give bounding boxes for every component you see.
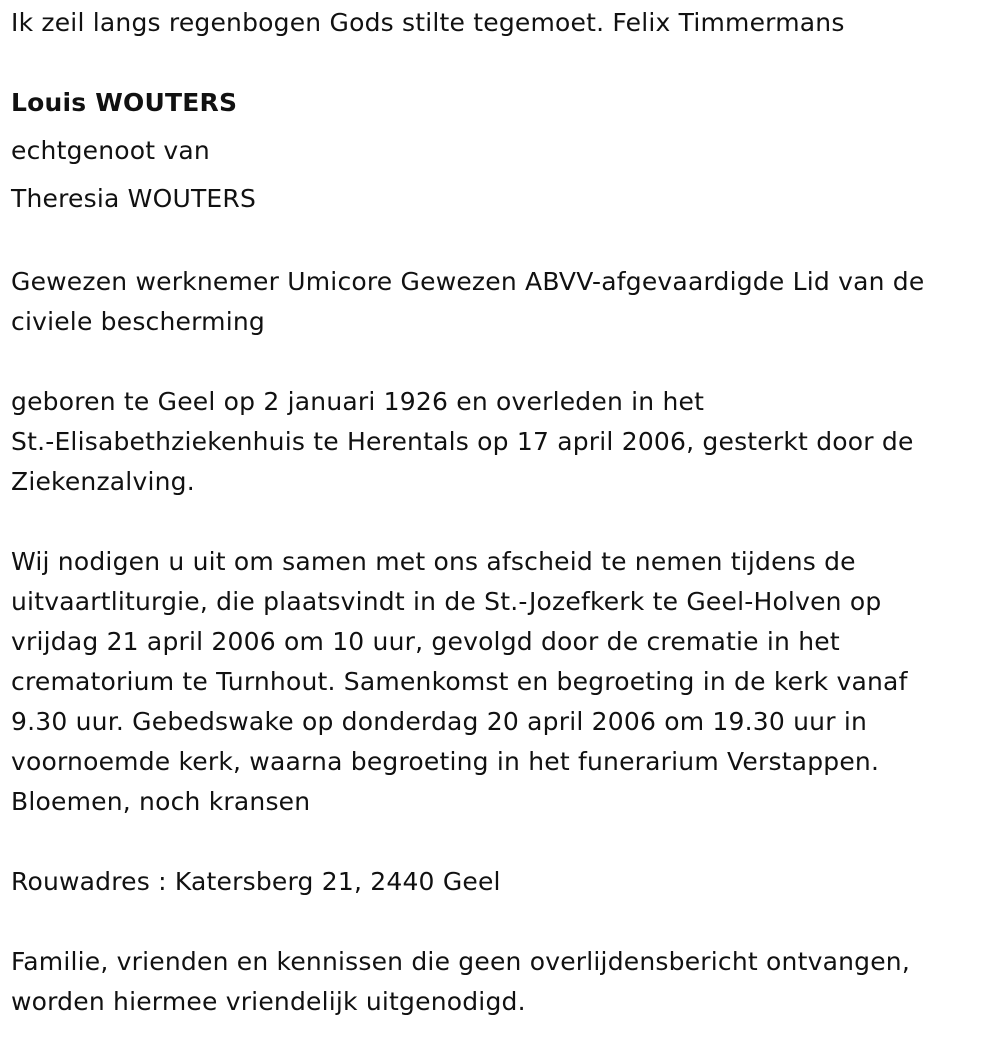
address-line: Rouwadres : Katersberg 21, 2440 Geel [11,867,501,896]
text-line: St.-Elisabethziekenhuis te Herentals op 17 april 2006, gesterkt door de [11,427,914,456]
text-line: 9.30 uur. Gebedswake op donderdag 20 april 2006 om 19.30 uur in [11,707,868,736]
spouse-relation: echtgenoot van [11,136,210,165]
invitation-paragraph [11,542,986,822]
text-line: Gewezen werknemer Umicore Gewezen ABVV-afgevaardigde Lid van de [11,267,925,296]
occupation-paragraph [11,262,986,342]
text-line: Bloemen, noch kransen [11,787,311,816]
text-line: uitvaartliturgie, die plaatsvindt in de St.-Jozefkerk te Geel-Holven op [11,587,882,616]
mourning-address [11,862,986,902]
quote-line: Ik zeil langs regenbogen Gods stilte tegemoet. Felix Timmermans [11,8,845,37]
text-line: Familie, vrienden en kennissen die geen overlijdensbericht ontvangen, [11,947,910,976]
text-line: crematorium te Turnhout. Samenkomst en begroeting in de kerk vanaf [11,667,908,696]
text-line: Ziekenzalving. [11,467,195,496]
closing-paragraph [11,942,986,1022]
text-line: geboren te Geel op 2 januari 1926 en overleden in het [11,387,705,416]
text-line: voornoemde kerk, waarna begroeting in het funerarium Verstappen. [11,747,880,776]
spouse-name: Theresia WOUTERS [11,184,257,213]
deceased-name: Louis WOUTERS [11,88,238,117]
birth-death-paragraph [11,382,986,502]
text-line: worden hiermee vriendelijk uitgenodigd. [11,987,526,1016]
text-line: vrijdag 21 april 2006 om 10 uur, gevolgd door de crematie in het [11,627,840,656]
text-line: civiele bescherming [11,307,265,336]
text-line: Wij nodigen u uit om samen met ons afscheid te nemen tijdens de [11,547,856,576]
